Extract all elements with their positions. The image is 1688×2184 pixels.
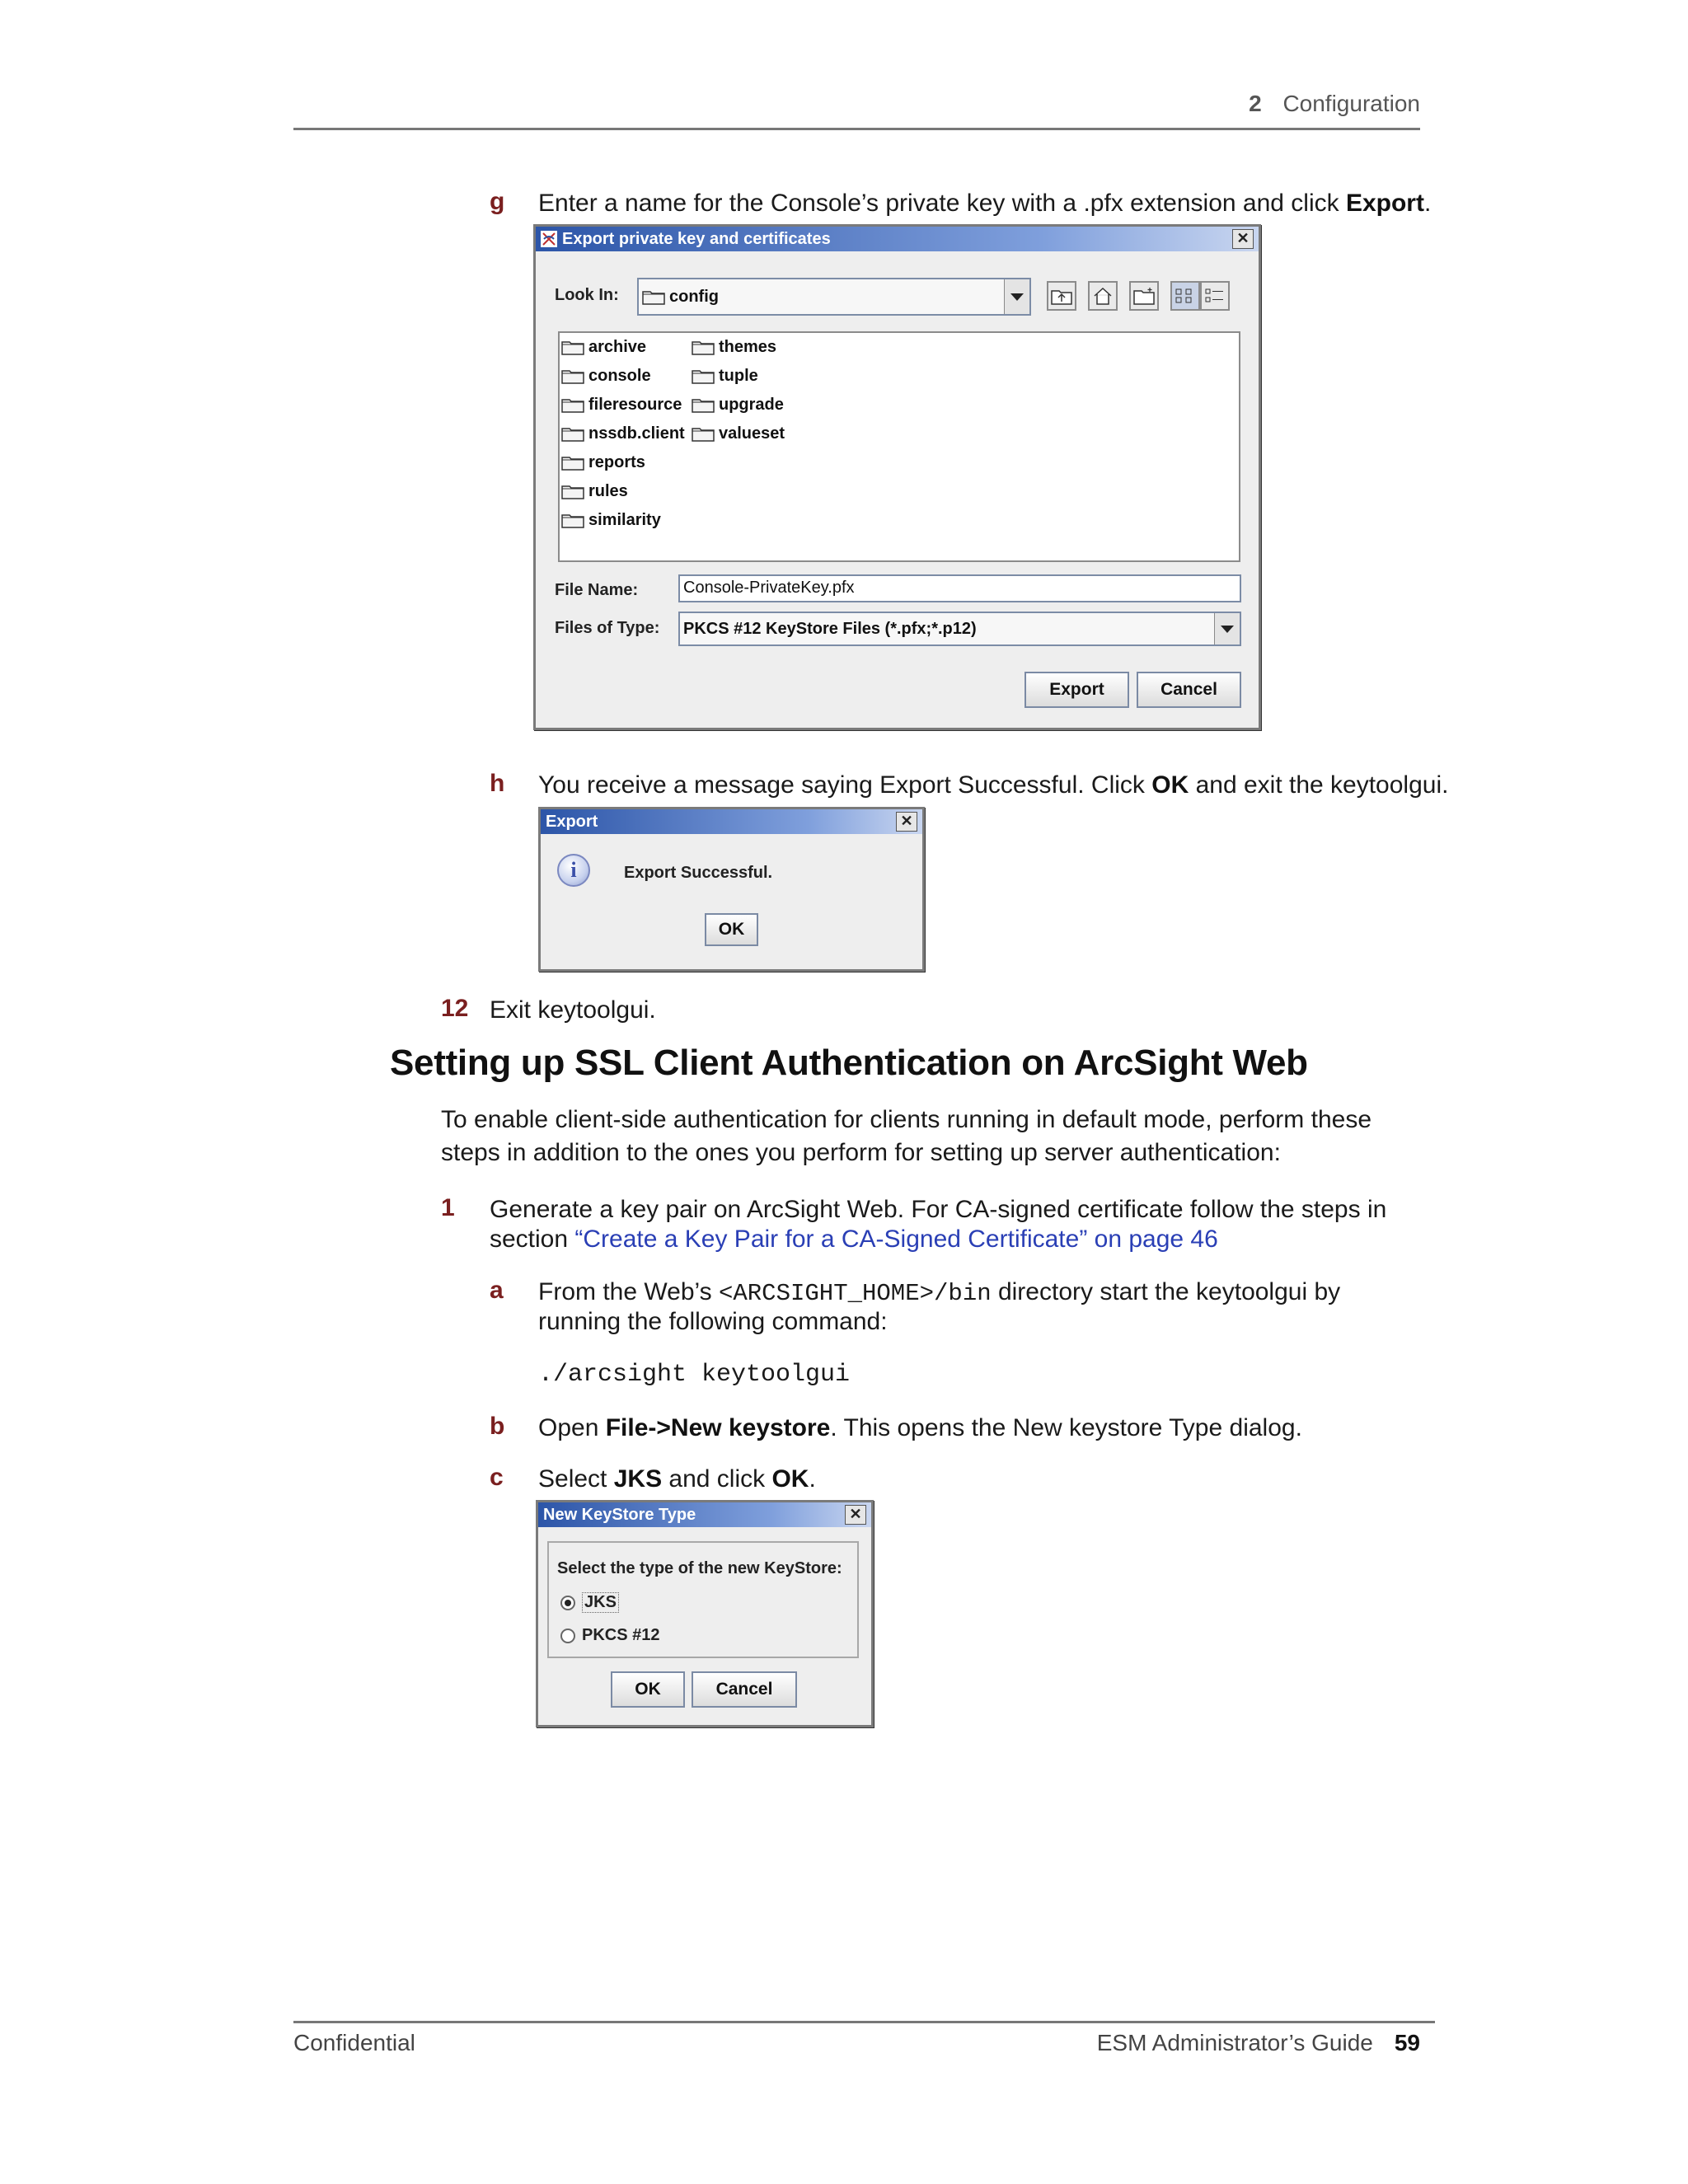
- ok-button[interactable]: OK: [611, 1671, 685, 1708]
- folder-icon: [561, 454, 584, 471]
- file-list[interactable]: [558, 331, 1240, 562]
- step-letter-c: c: [490, 1464, 504, 1491]
- file-list-item[interactable]: [692, 336, 776, 358]
- ok-button[interactable]: OK: [705, 913, 758, 946]
- folder-icon: [692, 396, 715, 413]
- step-number-1: 1: [441, 1194, 455, 1221]
- chapter-title: Configuration: [1282, 91, 1420, 116]
- step-b-text: [538, 1413, 1302, 1444]
- folder-icon: [692, 339, 715, 355]
- file-list-item[interactable]: [561, 423, 685, 444]
- look-in-combo[interactable]: [637, 278, 1031, 316]
- folder-icon: [561, 368, 584, 384]
- step-c-text: [538, 1464, 816, 1495]
- folder-icon: [692, 368, 715, 384]
- new-folder-icon: [1133, 287, 1155, 305]
- step-g-text-start: Enter a name for the Console’s private key with a .pfx extension and click: [538, 190, 1346, 217]
- keystore-options-panel: [547, 1541, 859, 1658]
- up-folder-button[interactable]: [1047, 281, 1076, 311]
- file-list-item[interactable]: [561, 509, 661, 531]
- footer-right: [1097, 2030, 1420, 2056]
- radio-icon: [560, 1629, 575, 1643]
- file-list-item-label: rules: [588, 481, 628, 500]
- step-a-text-start: From the Web’s: [538, 1278, 719, 1305]
- section-intro-line-2: steps in addition to the ones you perform for setting up server authentication:: [441, 1139, 1281, 1166]
- java-icon: [541, 231, 557, 247]
- radio-jks[interactable]: [560, 1592, 619, 1613]
- step-c-text-end: .: [809, 1465, 816, 1493]
- file-list-item-label: similarity: [588, 510, 661, 529]
- command-line: ./arcsight keytoolgui: [538, 1361, 851, 1389]
- export-dialog-title: Export private key and certificates: [562, 230, 831, 248]
- step-c-bold-ok: OK: [771, 1465, 809, 1493]
- file-list-item-label: console: [588, 366, 651, 385]
- keystore-dialog-titlebar[interactable]: [538, 1502, 871, 1527]
- new-keystore-type-dialog: [536, 1500, 874, 1727]
- look-in-value: config: [669, 288, 719, 306]
- file-list-item[interactable]: [692, 394, 784, 415]
- details-view-icon: [1204, 287, 1226, 305]
- file-list-item[interactable]: [561, 336, 646, 358]
- folder-icon: [692, 425, 715, 442]
- step-letter-b: b: [490, 1413, 505, 1440]
- export-success-dialog: [538, 807, 925, 972]
- file-list-item[interactable]: [561, 480, 628, 502]
- step-12-text: Exit keytoolgui.: [490, 996, 656, 1024]
- step-h-text-end: and exit the keytoolgui.: [1189, 771, 1449, 799]
- step-c-text-middle: and click: [662, 1465, 772, 1493]
- radio-pkcs12[interactable]: [560, 1626, 660, 1645]
- close-icon[interactable]: ✕: [1232, 229, 1254, 249]
- step-b-bold: File->New keystore: [605, 1414, 831, 1441]
- step-h-text-start: You receive a message saying Export Successful. Click: [538, 771, 1152, 799]
- file-list-item[interactable]: [561, 365, 651, 387]
- chevron-down-icon[interactable]: [1214, 613, 1240, 644]
- step-g-bold: Export: [1345, 190, 1424, 217]
- step-c-bold-jks: JKS: [613, 1465, 663, 1493]
- export-private-key-dialog: [533, 224, 1261, 730]
- step-g-text: [538, 188, 1431, 219]
- step-1-line-2: [490, 1224, 1218, 1255]
- file-list-item-label: reports: [588, 452, 645, 471]
- file-list-item[interactable]: [692, 423, 785, 444]
- file-list-item-label: themes: [719, 337, 777, 356]
- look-in-label: Look In:: [555, 286, 619, 304]
- step-a-text-end: directory start the keytoolgui by: [991, 1278, 1341, 1305]
- cancel-button[interactable]: Cancel: [692, 1671, 797, 1708]
- step-letter-g: g: [490, 188, 505, 215]
- new-folder-button[interactable]: [1129, 281, 1159, 311]
- list-view-icon: [1175, 287, 1196, 305]
- folder-icon: [561, 339, 584, 355]
- footer-rule: [293, 2021, 1435, 2023]
- up-folder-icon: [1051, 287, 1072, 305]
- file-name-input[interactable]: Console-PrivateKey.pfx: [678, 574, 1241, 602]
- details-view-button[interactable]: [1200, 281, 1230, 311]
- page-number: 59: [1394, 2030, 1420, 2055]
- list-view-button[interactable]: [1170, 281, 1200, 311]
- cancel-button[interactable]: Cancel: [1137, 672, 1241, 708]
- step-1-line-2-prefix: section: [490, 1226, 575, 1253]
- export-dialog-titlebar[interactable]: [536, 227, 1259, 251]
- keystore-dialog-title: New KeyStore Type: [543, 1506, 696, 1524]
- chevron-down-icon[interactable]: [1004, 279, 1029, 314]
- folder-icon: [561, 512, 584, 528]
- success-dialog-title: Export: [546, 813, 598, 831]
- close-icon[interactable]: ✕: [845, 1505, 866, 1525]
- step-a-line-1: [538, 1277, 1340, 1310]
- files-of-type-label: Files of Type:: [555, 619, 660, 637]
- step-1-line-1: Generate a key pair on ArcSight Web. For CA-signed certificate follow the steps in: [490, 1196, 1387, 1223]
- close-icon[interactable]: ✕: [896, 812, 917, 832]
- file-list-item-label: nssdb.client: [588, 424, 685, 443]
- file-list-item[interactable]: [561, 394, 682, 415]
- cross-reference-link[interactable]: “Create a Key Pair for a CA-Signed Certificate” on page 46: [574, 1226, 1218, 1253]
- file-name-label: File Name:: [555, 581, 639, 599]
- files-of-type-value: PKCS #12 KeyStore Files (*.pfx;*.p12): [683, 620, 977, 638]
- folder-icon: [561, 483, 584, 499]
- step-letter-a: a: [490, 1277, 504, 1304]
- chapter-number: 2: [1249, 91, 1262, 116]
- page-header: [1249, 91, 1420, 117]
- home-icon: [1092, 287, 1114, 305]
- step-a-line-2: running the following command:: [538, 1308, 888, 1335]
- step-c-text-start: Select: [538, 1465, 614, 1493]
- file-list-item[interactable]: [692, 365, 758, 387]
- arcsight-home-path: <ARCSIGHT_HOME>/bin: [718, 1280, 992, 1307]
- folder-icon: [561, 425, 584, 442]
- step-h-bold: OK: [1151, 771, 1189, 799]
- footer-confidential: Confidential: [293, 2030, 415, 2055]
- home-button[interactable]: [1088, 281, 1118, 311]
- success-dialog-titlebar[interactable]: [541, 809, 922, 834]
- files-of-type-combo[interactable]: [678, 612, 1241, 646]
- step-b-text-end: . This opens the New keystore Type dialog.: [830, 1414, 1302, 1441]
- file-list-item-label: fileresource: [588, 395, 682, 414]
- radio-pkcs12-label: PKCS #12: [582, 1626, 660, 1644]
- step-g-text-end: .: [1423, 190, 1432, 217]
- info-icon: i: [557, 854, 590, 887]
- step-number-12: 12: [441, 995, 469, 1022]
- file-list-item-label: tuple: [719, 366, 758, 385]
- step-letter-h: h: [490, 770, 505, 797]
- step-b-text-start: Open: [538, 1414, 606, 1441]
- export-button[interactable]: Export: [1025, 672, 1129, 708]
- footer-guide-title: ESM Administrator’s Guide: [1096, 2030, 1373, 2055]
- file-list-item-label: upgrade: [719, 395, 784, 414]
- folder-icon: [561, 396, 584, 413]
- section-heading: Setting up SSL Client Authentication on ArcSight Web: [390, 1043, 1308, 1083]
- success-message: Export Successful.: [624, 864, 773, 882]
- file-list-item[interactable]: [561, 452, 645, 473]
- step-h-text: [538, 770, 1448, 801]
- file-list-item-label: valueset: [719, 424, 785, 443]
- section-intro-line-1: To enable client-side authentication for clients running in default mode, perform these: [441, 1106, 1372, 1133]
- radio-icon: [560, 1596, 575, 1610]
- keystore-prompt: Select the type of the new KeyStore:: [557, 1559, 842, 1577]
- file-list-item-label: archive: [588, 337, 647, 356]
- folder-icon: [642, 288, 665, 305]
- header-rule: [293, 128, 1420, 130]
- radio-jks-label: JKS: [582, 1592, 619, 1613]
